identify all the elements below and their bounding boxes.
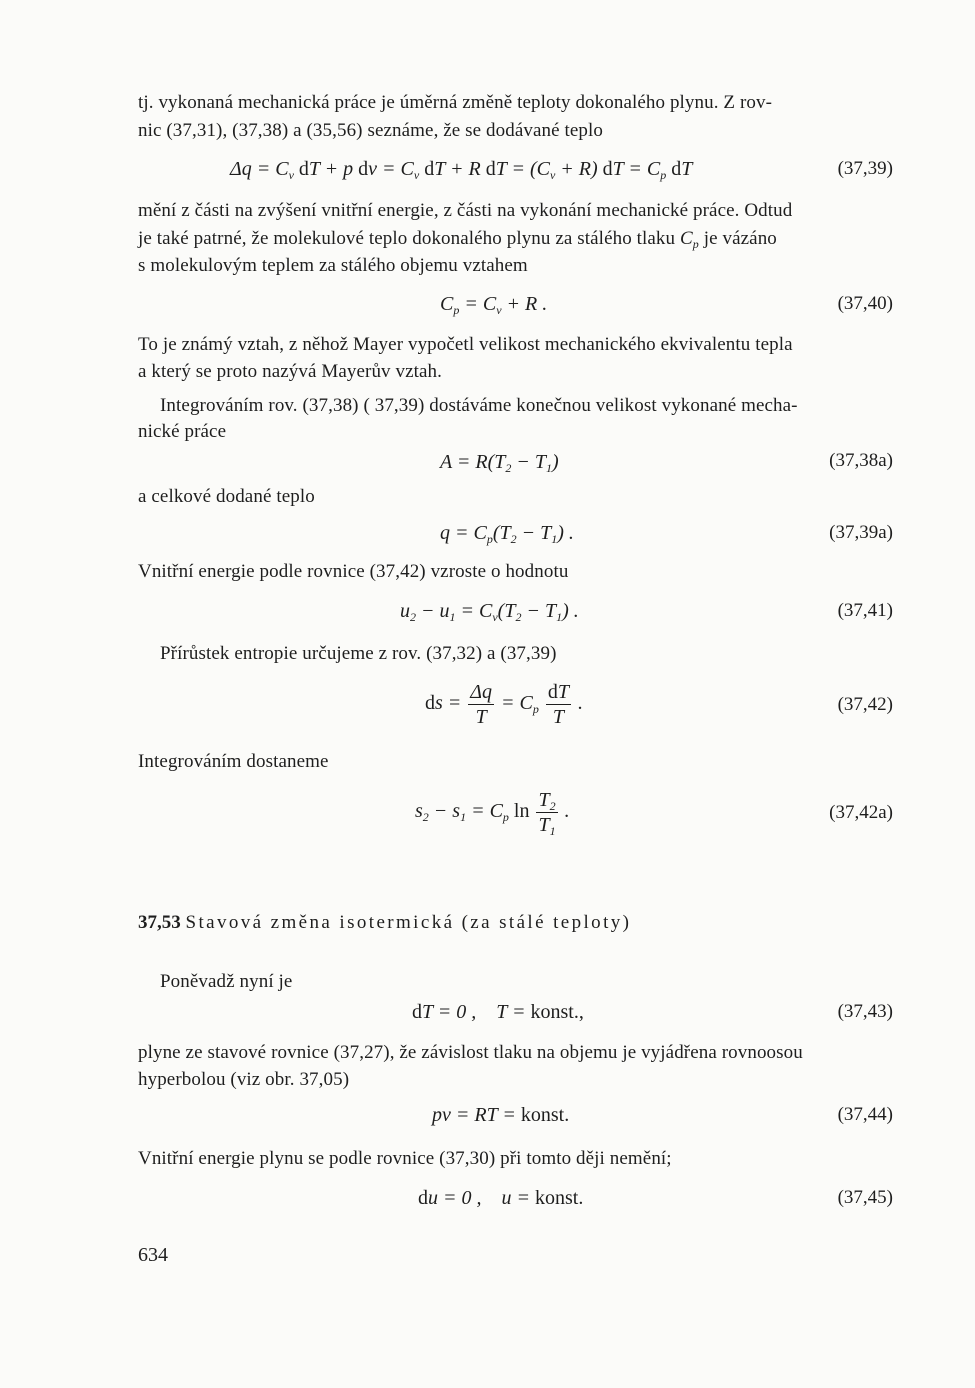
equation-number: (37,39) bbox=[837, 158, 893, 179]
text-line: Integrováním rov. (37,38) ( 37,39) dostáváme konečnou velikost vykonané mecha- bbox=[160, 395, 798, 416]
equation-37-38a: $A = R(T_2 - T_1)$ bbox=[440, 451, 559, 475]
section-heading bbox=[138, 911, 631, 935]
fraction: $\frac{dT}{T}$ bbox=[547, 681, 569, 728]
equation-number: (37,45) bbox=[837, 1187, 893, 1208]
text-line: mění z části na zvýšení vnitřní energie, z části na vykonání mechanické práce. Odtud bbox=[138, 200, 793, 221]
equation-number: (37,43) bbox=[837, 1001, 893, 1022]
text-line: Integrováním dostaneme bbox=[138, 751, 329, 772]
text-line: hyperbolou (viz obr. 37,05) bbox=[138, 1069, 350, 1090]
equation-37-39a: $q = C_p(T_2 - T_1)$ . bbox=[440, 522, 574, 546]
text-line: nické práce bbox=[138, 421, 227, 442]
equation-37-43: dT = 0 , T = konst., bbox=[412, 1001, 584, 1023]
text-line: Vnitřní energie plynu se podle rovnice (37,30) při tomto ději nemění; bbox=[138, 1148, 672, 1169]
equation-37-40: $C_p = C_v + R$ . bbox=[440, 293, 548, 317]
equation-37-42a: $s_2 - s_1 = C_p$ ln $\frac{T_2}{T_1}$ . bbox=[415, 789, 570, 838]
text-line: tj. vykonaná mechanická práce je úměrná změně teploty dokonalého plynu. Z rov- bbox=[138, 92, 773, 113]
equation-37-41: $u_2 - u_1 = C_v(T_2 - T_1)$ . bbox=[400, 600, 579, 624]
equation-37-44: pv = RT = konst. bbox=[432, 1104, 570, 1126]
text-line: s molekulovým teplem za stálého objemu vztahem bbox=[138, 255, 528, 276]
equation-number: (37,40) bbox=[837, 293, 893, 314]
equation-37-42: ds = $\frac{\Delta q}{T}$ = $C_p$ $\frac{dT}{T}$ . bbox=[425, 681, 583, 728]
section-number: 37,53 bbox=[138, 912, 181, 933]
section-title: Stavová změna isotermická (za stálé teploty) bbox=[185, 912, 632, 933]
text-line: je také patrné, že molekulové teplo dokonalého plynu za stálého tlaku $C_p$ je vázáno bbox=[138, 228, 777, 251]
text-fragment: je také patrné, že molekulové teplo dokonalého plynu za stálého tlaku bbox=[138, 228, 680, 249]
equation-number: (37,42a) bbox=[829, 802, 893, 823]
equation-number: (37,44) bbox=[837, 1104, 893, 1125]
text-line: Vnitřní energie podle rovnice (37,42) vzroste o hodnotu bbox=[138, 561, 569, 582]
fraction: $\frac{\Delta q}{T}$ bbox=[470, 681, 493, 728]
equation-37-45: du = 0 , u = konst. bbox=[418, 1187, 584, 1209]
text-line: a celkové dodané teplo bbox=[138, 486, 315, 507]
text-line: a který se proto nazývá Mayerův vztah. bbox=[138, 361, 442, 382]
text-line: Přírůstek entropie určujeme z rov. (37,32) a (37,39) bbox=[160, 643, 557, 664]
fraction: $\frac{T_2}{T_1}$ bbox=[538, 789, 556, 838]
equation-number: (37,39a) bbox=[829, 522, 893, 543]
text-line: To je známý vztah, z něhož Mayer vypočetl velikost mechanického ekvivalentu tepla bbox=[138, 334, 793, 355]
page-number: 634 bbox=[138, 1244, 168, 1266]
equation-number: (37,42) bbox=[837, 694, 893, 715]
text-line: nic (37,31), (37,38) a (35,56) seznáme, že se dodávané teplo bbox=[138, 120, 603, 141]
text-line: Poněvadž nyní je bbox=[160, 971, 293, 992]
equation-number: (37,38a) bbox=[829, 450, 893, 471]
text-fragment: je vázáno bbox=[698, 228, 777, 249]
text-line: plyne ze stavové rovnice (37,27), že závislost tlaku na objemu je vyjádřena rovnoosou bbox=[138, 1042, 803, 1063]
equation-number: (37,41) bbox=[837, 600, 893, 621]
equation-37-39: $\Delta q = C_v$ dT + p dv = $C_v$ dT + R dT = $(C_v + R)$ dT = $C_p$ dT bbox=[230, 158, 693, 182]
